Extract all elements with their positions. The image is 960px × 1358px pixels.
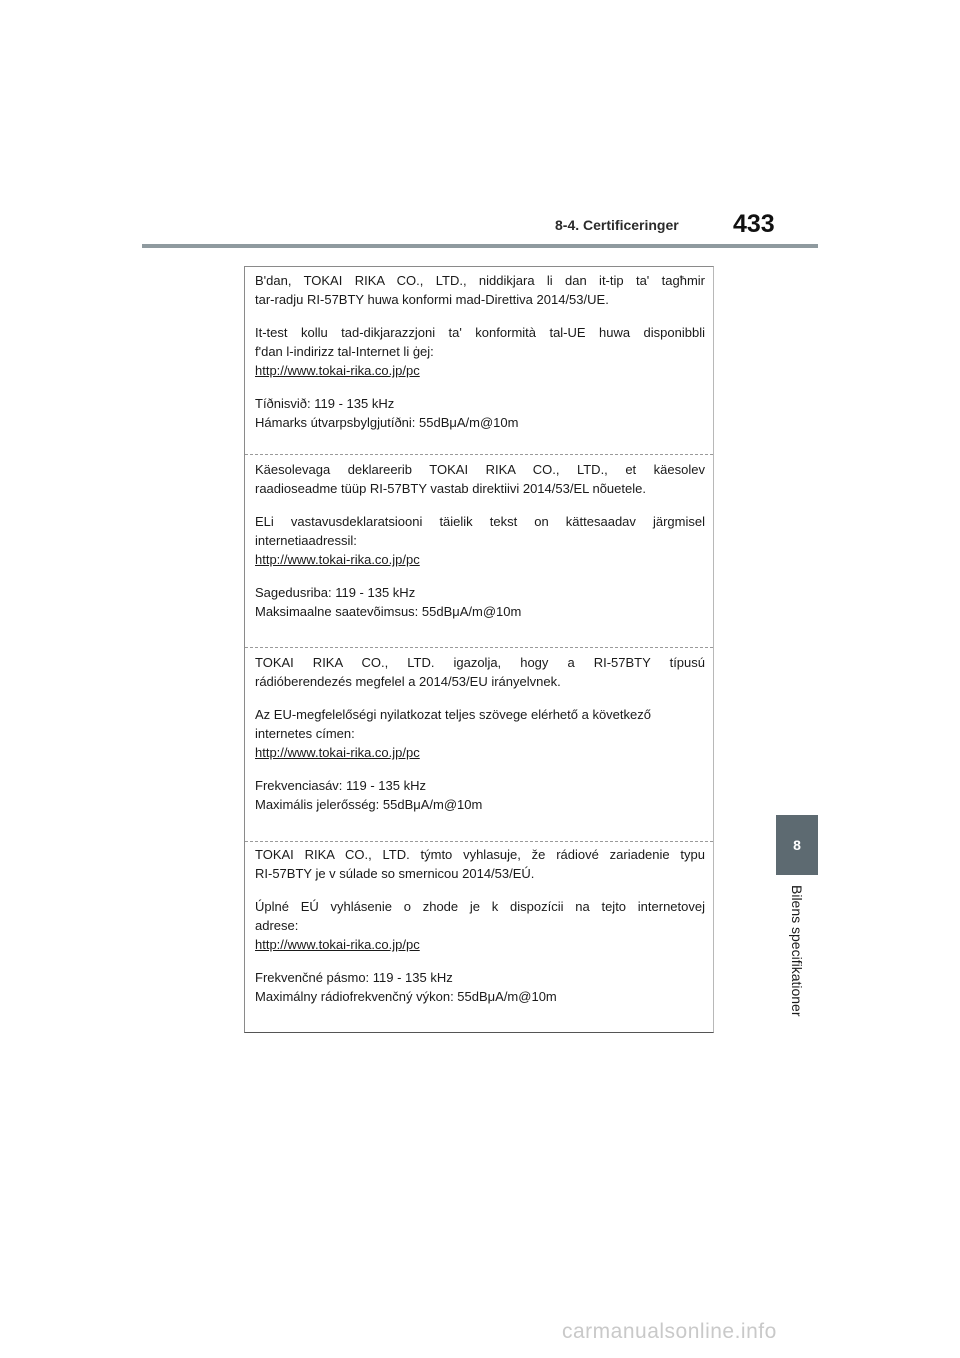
block-divider <box>245 647 713 648</box>
block-line: Az EU-megfelelőségi nyilatkozat teljes szövege elérhető a következő <box>255 707 651 722</box>
spec-power: Maximális jelerősség: 55dBμA/m@10m <box>255 797 483 812</box>
spec-frequency: Tíðnisvið: 119 - 135 kHz <box>255 396 395 411</box>
block-line: internetiaadressil: <box>255 533 357 548</box>
block-line: RI-57BTY je v súlade so smernicou 2014/53/EÚ. <box>255 866 535 881</box>
block-line: raadioseadme tüüp RI-57BTY vastab direktiivi 2014/53/EL nõuetele. <box>255 481 646 496</box>
block-line: B'dan, TOKAI RIKA CO., LTD., niddikjara li dan it-tip ta' tagħmir <box>255 273 705 288</box>
watermark: carmanualsonline.info <box>562 1320 777 1343</box>
block-line: It-test kollu tad-dikjarazzjoni ta' konformità tal-UE huwa disponibbli <box>255 325 705 340</box>
block-slovak <box>255 845 705 1006</box>
block-divider <box>245 454 713 455</box>
block-hungarian <box>255 653 705 814</box>
block-divider <box>245 841 713 842</box>
block-line: TOKAI RIKA CO., LTD. týmto vyhlasuje, že rádiové zariadenie typu <box>255 847 705 862</box>
block-line: ELi vastavusdeklaratsiooni täielik tekst on kättesaadav järgmisel <box>255 514 705 529</box>
spec-frequency: Frekvenčné pásmo: 119 - 135 kHz <box>255 970 453 985</box>
spec-power: Maksimaalne saatevõimsus: 55dBμA/m@10m <box>255 604 522 619</box>
certification-box <box>244 266 714 1033</box>
spec-power: Hámarks útvarpsbylgjutíðni: 55dBμA/m@10m <box>255 415 519 430</box>
block-line: f'dan l-indirizz tal-Internet li ġej: <box>255 344 434 359</box>
block-maltese <box>255 271 705 432</box>
spec-frequency: Sagedusriba: 119 - 135 kHz <box>255 585 416 600</box>
web-link[interactable]: http://www.tokai-rika.co.jp/pc <box>255 363 420 378</box>
web-link[interactable]: http://www.tokai-rika.co.jp/pc <box>255 745 420 760</box>
section-title: 8-4. Certificeringer <box>555 217 679 233</box>
block-line: rádióberendezés megfelel a 2014/53/EU irányelvnek. <box>255 674 561 689</box>
chapter-label <box>776 885 818 1035</box>
block-line: tar-radju RI-57BTY huwa konformi mad-Direttiva 2014/53/UE. <box>255 292 609 307</box>
web-link[interactable]: http://www.tokai-rika.co.jp/pc <box>255 937 420 952</box>
page-number: 433 <box>733 210 775 238</box>
spec-power: Maximálny rádiofrekvenčný výkon: 55dBμA/m@10m <box>255 989 557 1004</box>
block-line: internetes címen: <box>255 726 355 741</box>
chapter-number: 8 <box>793 837 801 853</box>
block-estonian <box>255 460 705 621</box>
block-line: Käesolevaga deklareerib TOKAI RIKA CO., LTD., et käesolev <box>255 462 705 477</box>
block-line: Úplné EÚ vyhlásenie o zhode je k dispozícii na tejto internetovej <box>255 899 705 914</box>
chapter-label-text: Bilens specifikationer <box>789 885 805 1017</box>
header-divider <box>142 244 818 248</box>
block-line: adrese: <box>255 918 299 933</box>
chapter-tab <box>776 815 818 875</box>
block-line: TOKAI RIKA CO., LTD. igazolja, hogy a RI-57BTY típusú <box>255 655 705 670</box>
spec-frequency: Frekvenciasáv: 119 - 135 kHz <box>255 778 426 793</box>
web-link[interactable]: http://www.tokai-rika.co.jp/pc <box>255 552 420 567</box>
